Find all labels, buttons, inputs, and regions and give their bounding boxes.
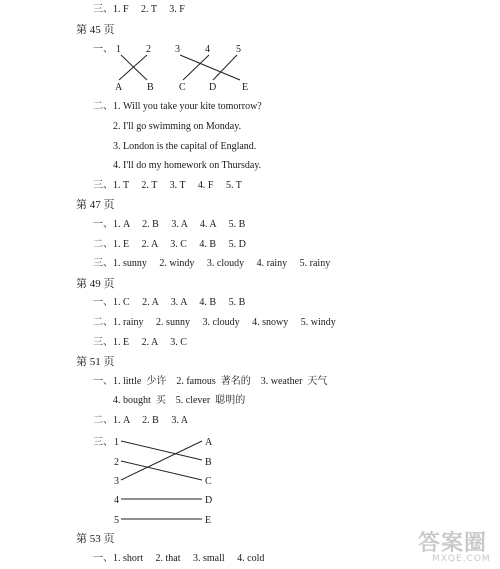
match-bottom-b: B: [147, 82, 154, 93]
answer-line: 一、1. C 2. A 3. A 4. B 5. B: [93, 297, 246, 308]
match-left-1: 1: [114, 437, 119, 448]
match-line: [213, 55, 237, 80]
match-right-b: B: [205, 457, 212, 468]
answer-line: 4. I'll do my homework on Thursday.: [113, 160, 262, 171]
page-header: 第 49 页: [76, 278, 115, 290]
match-left-4: 4: [114, 495, 119, 506]
answer-line: 三、1. F 2. T 3. F: [93, 4, 185, 15]
answer-line: 二、1. Will you take your kite tomorrow?: [93, 101, 262, 112]
answer-line: 一、1. A 2. B 3. A 4. A 5. B: [93, 219, 246, 230]
match-line: [180, 55, 240, 80]
page-header: 第 51 页: [76, 356, 115, 368]
match-right-a: A: [205, 437, 213, 448]
answer-line: 三、1. sunny 2. windy 3. cloudy 4. rainy 5. rainy: [93, 258, 331, 269]
match-top-4: 4: [205, 44, 210, 55]
match-bottom-a: A: [115, 82, 123, 93]
match-line: [121, 441, 202, 460]
answer-line: 3. London is the capital of England.: [113, 141, 257, 152]
match-right-c: C: [205, 476, 212, 487]
match-bottom-e: E: [242, 82, 249, 93]
match-top-1: 1: [116, 44, 121, 55]
match-line: [121, 461, 202, 480]
section-prefix: 一、: [93, 44, 113, 55]
match-top-5: 5: [236, 44, 241, 55]
watermark-url: MXQE.COM: [432, 554, 491, 564]
watermark-logo: [418, 526, 498, 568]
watermark-text: 答案圈: [418, 531, 488, 556]
answer-line: 三、1. T 2. T 3. T 4. F 5. T: [93, 180, 242, 191]
answer-line: 一、1. short 2. that 3. small 4. cold: [93, 553, 265, 564]
answer-line: 4. bought 买 5. clever 聪明的: [113, 395, 246, 406]
match-left-3: 3: [114, 476, 119, 487]
answer-line: 二、1. E 2. A 3. C 4. B 5. D: [93, 239, 246, 250]
answer-line: 2. I'll go swimming on Monday.: [113, 121, 242, 132]
page-header: 第 47 页: [76, 199, 115, 211]
answer-line: 三、1. E 2. A 3. C: [93, 337, 187, 348]
answer-line: 二、1. rainy 2. sunny 3. cloudy 4. snowy 5. windy: [93, 317, 336, 328]
match-line: [121, 441, 202, 480]
match-line: [183, 55, 209, 80]
answer-line: 一、1. little 少许 2. famous 著名的 3. weather 天气: [93, 376, 328, 387]
match-right-d: D: [205, 495, 213, 506]
match-right-e: E: [205, 515, 212, 526]
match-top-2: 2: [146, 44, 151, 55]
match-left-5: 5: [114, 515, 119, 526]
page-header: 第 53 页: [76, 533, 115, 545]
match-left-2: 2: [114, 457, 119, 468]
page-header: 第 45 页: [76, 24, 115, 36]
match-top-3: 3: [175, 44, 180, 55]
match-bottom-d: D: [209, 82, 217, 93]
section-prefix: 三、: [93, 437, 113, 448]
match-bottom-c: C: [179, 82, 186, 93]
answer-line: 二、1. A 2. B 3. A: [93, 415, 189, 426]
